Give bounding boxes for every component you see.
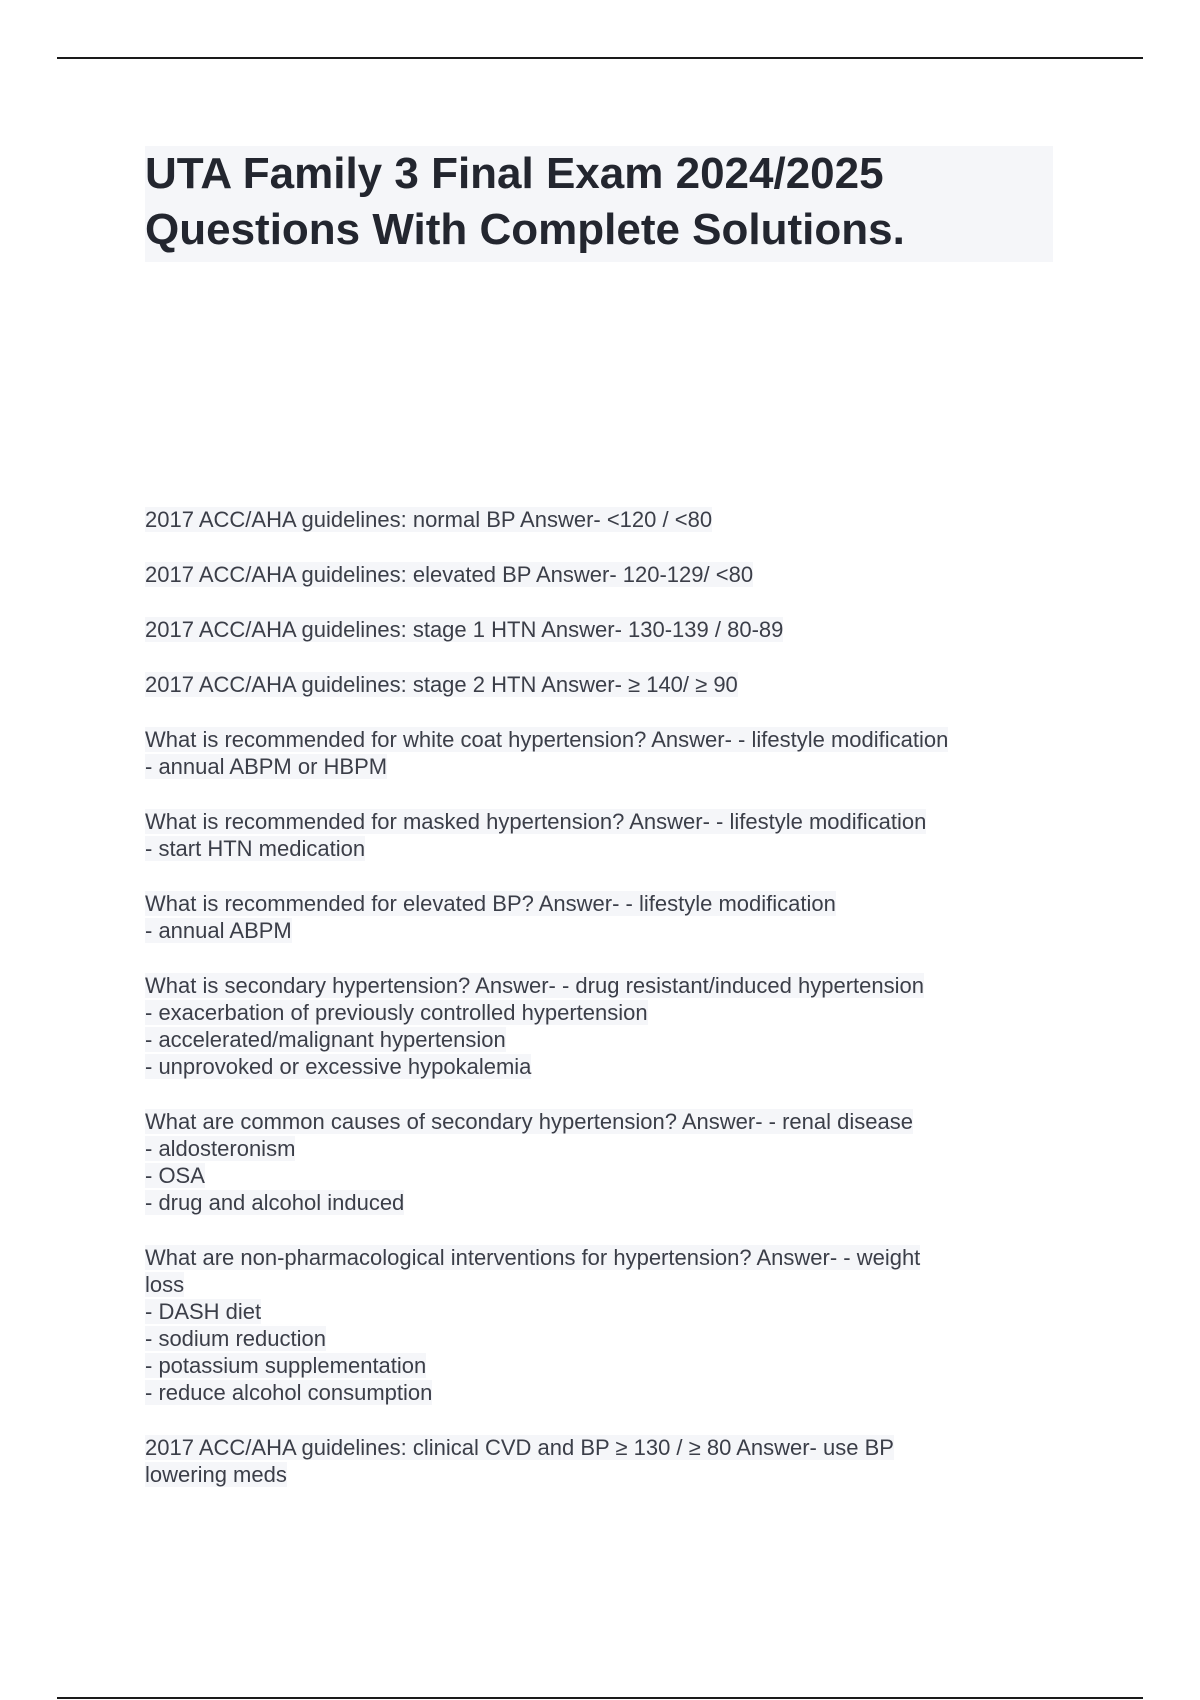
qa-line: 2017 ACC/AHA guidelines: elevated BP Answer- 120-129/ <80	[145, 562, 754, 587]
qa-item-normal-bp	[145, 506, 1065, 533]
qa-line: 2017 ACC/AHA guidelines: stage 2 HTN Answer- ≥ 140/ ≥ 90	[145, 672, 738, 697]
qa-item-stage-1-htn	[145, 616, 1065, 643]
qa-line: lowering meds	[145, 1462, 287, 1487]
qa-line: - sodium reduction	[145, 1326, 326, 1351]
qa-line: 2017 ACC/AHA guidelines: clinical CVD and BP ≥ 130 / ≥ 80 Answer- use BP	[145, 1435, 894, 1460]
qa-line: - drug and alcohol induced	[145, 1190, 405, 1215]
qa-item-elevated-recommendation	[145, 890, 1065, 944]
qa-line: - unprovoked or excessive hypokalemia	[145, 1054, 532, 1079]
qa-item-secondary-causes	[145, 1108, 1065, 1216]
qa-line: - potassium supplementation	[145, 1353, 427, 1378]
qa-item-stage-2-htn	[145, 671, 1065, 698]
qa-line: - reduce alcohol consumption	[145, 1380, 433, 1405]
qa-item-masked	[145, 808, 1065, 862]
qa-line: 2017 ACC/AHA guidelines: normal BP Answer- <120 / <80	[145, 507, 713, 532]
qa-item-white-coat	[145, 726, 1065, 780]
qa-line: - OSA	[145, 1163, 205, 1188]
qa-line: - accelerated/malignant hypertension	[145, 1027, 506, 1052]
qa-item-clinical-cvd	[145, 1434, 1065, 1488]
qa-line: - annual ABPM	[145, 918, 292, 943]
qa-line: - DASH diet	[145, 1299, 262, 1324]
qa-item-non-pharm	[145, 1244, 1065, 1406]
qa-line: What is recommended for elevated BP? Answer- - lifestyle modification	[145, 891, 836, 916]
qa-list	[145, 506, 1065, 1516]
qa-line: What is recommended for masked hypertension? Answer- - lifestyle modification	[145, 809, 927, 834]
title-line-1: UTA Family 3 Final Exam 2024/2025	[145, 149, 884, 198]
qa-line: What are common causes of secondary hypertension? Answer- - renal disease	[145, 1109, 913, 1134]
qa-line: What is recommended for white coat hypertension? Answer- - lifestyle modification	[145, 727, 949, 752]
page-title	[145, 146, 1053, 262]
qa-line: - exacerbation of previously controlled hypertension	[145, 1000, 648, 1025]
qa-line: - start HTN medication	[145, 836, 366, 861]
qa-item-secondary-htn	[145, 972, 1065, 1080]
top-rule	[57, 57, 1143, 59]
qa-line: loss	[145, 1272, 185, 1297]
qa-item-elevated-bp	[145, 561, 1065, 588]
qa-line: What is secondary hypertension? Answer- - drug resistant/induced hypertension	[145, 973, 924, 998]
qa-line: - aldosteronism	[145, 1136, 296, 1161]
title-line-2: Questions With Complete Solutions.	[145, 205, 905, 254]
qa-line: What are non-pharmacological interventions for hypertension? Answer- - weight	[145, 1245, 921, 1270]
bottom-rule	[57, 1697, 1143, 1699]
qa-line: - annual ABPM or HBPM	[145, 754, 388, 779]
qa-line: 2017 ACC/AHA guidelines: stage 1 HTN Answer- 130-139 / 80-89	[145, 617, 784, 642]
